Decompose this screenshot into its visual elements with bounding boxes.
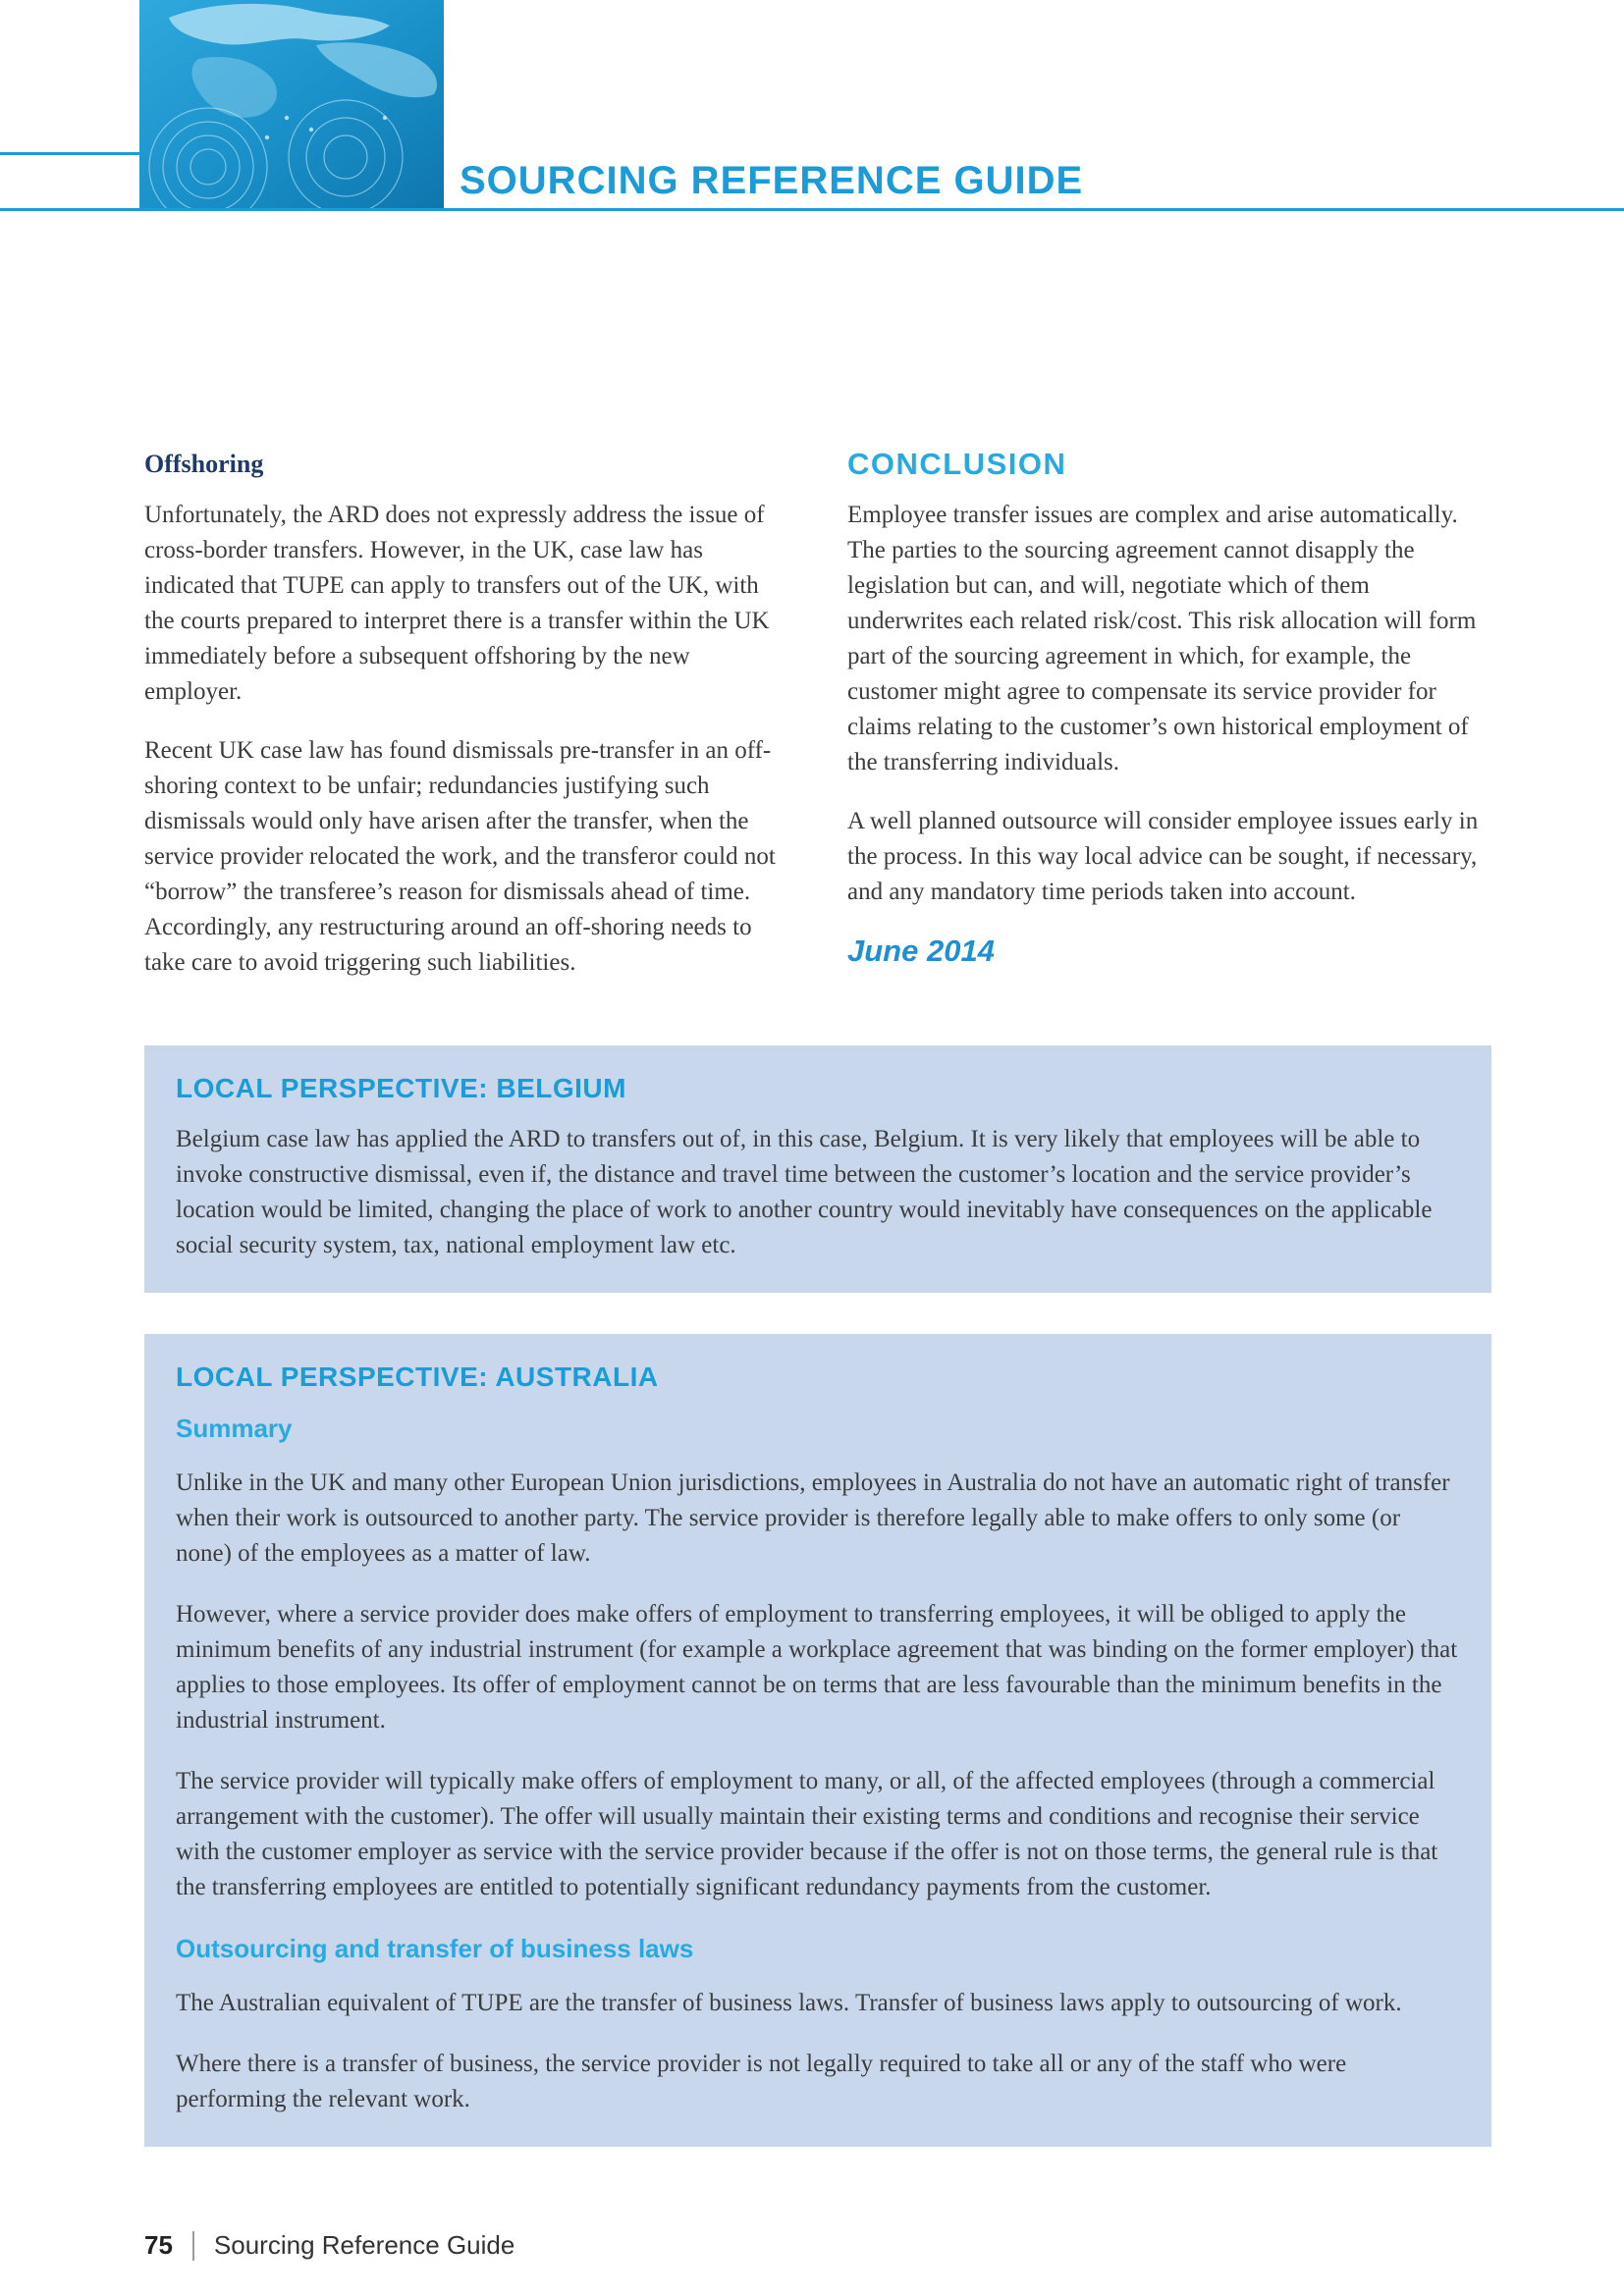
belgium-perspective-box [144, 1045, 1491, 1293]
offshoring-paragraph: Recent UK case law has found dismissals pre-transfer in an off-shoring context to be unfair; redundancies justifying such dismissals would only have arisen after the transfer, when the service provider relocated the work, and the transferor could not “borrow” the transferee’s reason for dismissals ahead of time. Accordingly, any restructuring around an off-shoring needs to take care to avoid triggering such liabilities. [144, 737, 776, 976]
australia-summary-paragraph: The service provider will typically make offers of employment to many, or all, of the affected employees (through a commercial arrangement with the customer). The offer will usually maintain their existing terms and conditions and recognise their service with the customer employer as service with the service provider because if the offer is not on those terms, the general rule is that the transferring employees are entitled to potentially significant redundancy payments from the customer. [176, 1768, 1438, 1900]
header-bottom-rule [0, 208, 1624, 211]
australia-box-heading: LOCAL PERSPECTIVE: AUSTRALIA [176, 1362, 659, 1392]
outsourcing-subheading: Outsourcing and transfer of business laws [176, 1934, 694, 1963]
conclusion-heading: CONCLUSION [847, 447, 1067, 481]
footer-page-number: 75 [144, 2230, 173, 2260]
left-column [144, 447, 788, 1004]
footer-guide-title: Sourcing Reference Guide [213, 2230, 515, 2260]
australia-summary-paragraph: However, where a service provider does make offers of employment to transferring employees, it will be obliged to apply the minimum benefits of any industrial instrument (for example a workplace agreement that was binding on the former employer) that applies to those employees. Its offer of employment cannot be on terms that are less favourable than the minimum benefits in the industrial instrument. [176, 1601, 1458, 1734]
world-map-image [139, 0, 444, 208]
page-title: SOURCING REFERENCE GUIDE [460, 159, 1084, 202]
australia-outsourcing-paragraph: The Australian equivalent of TUPE are the transfer of business laws. Transfer of business laws apply to outsourcing of work. [176, 1990, 1402, 2016]
footer-divider [192, 2231, 194, 2261]
belgium-paragraph: Belgium case law has applied the ARD to transfers out of, in this case, Belgium. It is very likely that employees will be able to invoke constructive dismissal, even if, the distance and travel time between the customer’s location and the service provider’s location would be limited, changing the place of work to another country would inevitably have consequences on the applicable social security system, tax, national employment law etc. [176, 1126, 1433, 1258]
two-column-section [144, 447, 1491, 1004]
publication-date: June 2014 [847, 934, 995, 968]
page-footer [144, 2230, 514, 2261]
right-column [847, 447, 1491, 1004]
conclusion-paragraph: Employee transfer issues are complex and arise automatically. The parties to the sourcing agreement cannot disapply the legislation but can, and will, negotiate which of them underwrites each related risk/cost. This risk allocation will form part of the sourcing agreement in which, for example, the customer might agree to compensate its service provider for claims relating to the customer’s own historical employment of the transferring individuals. [847, 502, 1477, 775]
conclusion-paragraph: A well planned outsource will consider employee issues early in the process. In this way local advice can be sought, if necessary, and any mandatory time periods taken into account. [847, 808, 1479, 905]
world-map-graphic [139, 0, 444, 208]
australia-outsourcing-paragraph: Where there is a transfer of business, the service provider is not legally required to take all or any of the staff who were performing the relevant work. [176, 2051, 1347, 2112]
content-area [144, 447, 1491, 2147]
offshoring-heading: Offshoring [144, 450, 264, 478]
belgium-box-heading: LOCAL PERSPECTIVE: BELGIUM [176, 1073, 626, 1103]
offshoring-paragraph: Unfortunately, the ARD does not expressly address the issue of cross-border transfers. However, in the UK, case law has indicated that TUPE can apply to transfers out of the UK, with the courts prepared to interpret there is a transfer within the UK immediately before a subsequent offshoring by the new employer. [144, 502, 770, 705]
summary-subheading: Summary [176, 1414, 293, 1443]
australia-perspective-box [144, 1334, 1491, 2147]
australia-summary-paragraph: Unlike in the UK and many other European Union jurisdictions, employees in Australia do not have an automatic right of transfer when their work is outsourced to another party. The service provider is therefore legally able to make offers to only some (or none) of the employees as a matter of law. [176, 1469, 1450, 1567]
